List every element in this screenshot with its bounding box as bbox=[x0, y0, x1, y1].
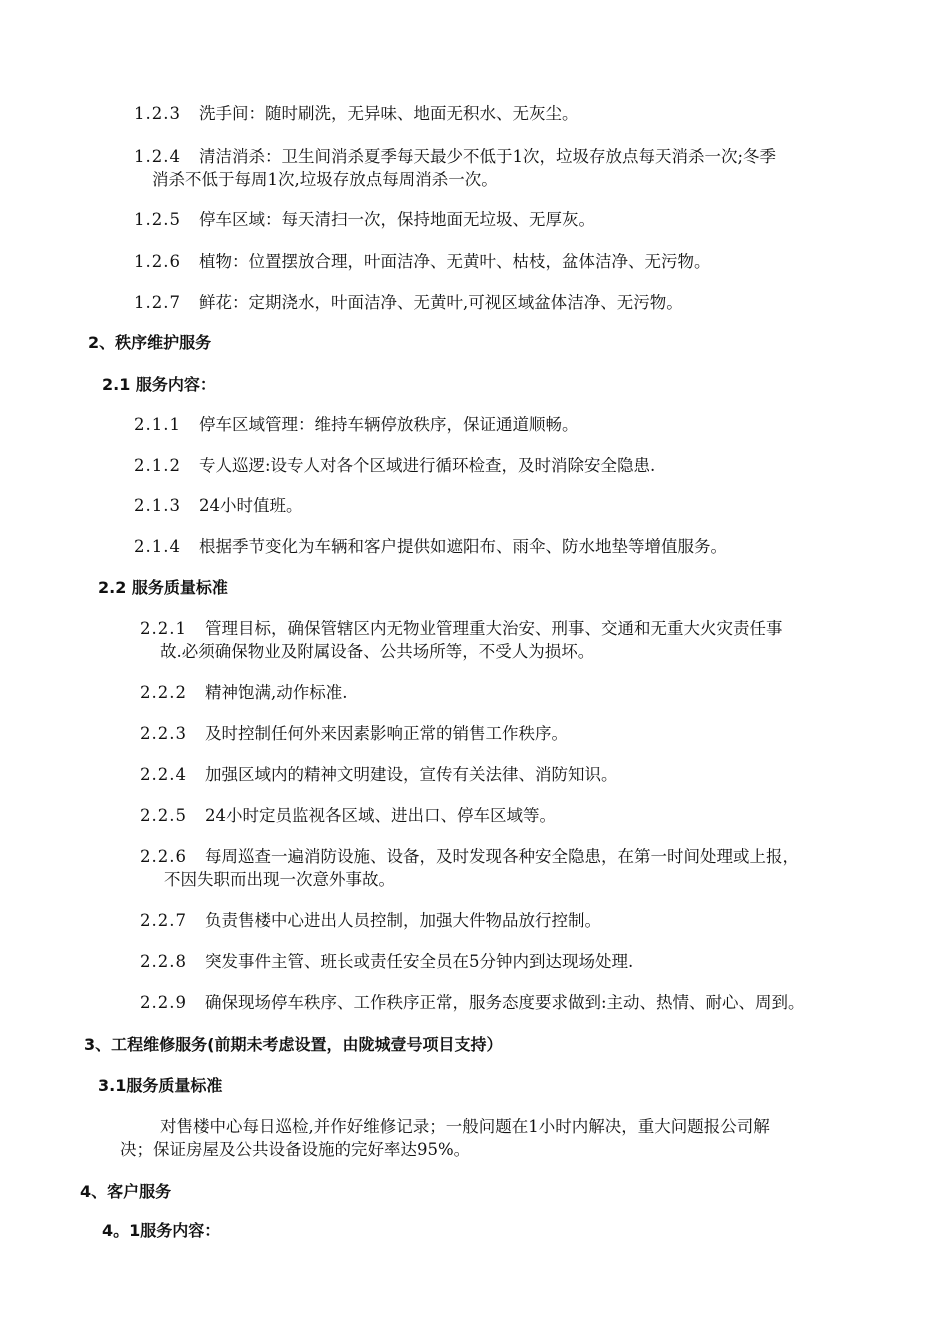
item-2-2-4: 2.2.4 加强区域内的精神文明建设，宣传有关法律、消防知识。 bbox=[140, 765, 618, 784]
section-2-heading: 2、秩序维护服务 bbox=[88, 333, 212, 352]
item-1-2-4-cont: 消杀不低于每周1次,垃圾存放点每周消杀一次。 bbox=[152, 170, 498, 189]
subsection-2-1-heading: 2.1 服务内容： bbox=[102, 375, 216, 394]
item-1-2-7: 1.2.7 鲜花：定期浇水，叶面洁净、无黄叶,可视区域盆体洁净、无污物。 bbox=[134, 293, 683, 312]
subsection-3-1-heading: 3.1服务质量标准 bbox=[98, 1076, 223, 1095]
section-3-paragraph: 对售楼中心每日巡检,并作好维修记录；一般问题在1小时内解决，重大问题报公司解 bbox=[160, 1117, 770, 1136]
item-1-2-6: 1.2.6 植物：位置摆放合理，叶面洁净、无黄叶、枯枝，盆体洁净、无污物。 bbox=[134, 252, 711, 271]
section-3-paragraph-cont: 决；保证房屋及公共设备设施的完好率达95%。 bbox=[120, 1140, 471, 1159]
item-2-1-1: 2.1.1 停车区域管理：维持车辆停放秩序，保证通道顺畅。 bbox=[134, 415, 579, 434]
item-2-1-3: 2.1.3 24小时值班。 bbox=[134, 496, 303, 515]
subsection-2-2-heading: 2.2 服务质量标准 bbox=[98, 578, 228, 597]
section-3-heading: 3、工程维修服务(前期未考虑设置，由陇城壹号项目支持） bbox=[84, 1035, 503, 1054]
item-2-2-6: 2.2.6 每周巡查一遍消防设施、设备，及时发现各种安全隐患，在第一时间处理或上报， bbox=[140, 847, 799, 866]
section-4-heading: 4、客户服务 bbox=[80, 1182, 172, 1201]
subsection-4-1-heading: 4。1服务内容： bbox=[102, 1221, 221, 1240]
item-1-2-3: 1.2.3 洗手间：随时刷洗，无异味、地面无积水、无灰尘。 bbox=[134, 104, 579, 123]
item-2-2-3: 2.2.3 及时控制任何外来因素影响正常的销售工作秩序。 bbox=[140, 724, 568, 743]
item-2-1-2: 2.1.2 专人巡逻:设专人对各个区域进行循环检查，及时消除安全隐患. bbox=[134, 456, 656, 475]
item-1-2-5: 1.2.5 停车区域：每天清扫一次，保持地面无垃圾、无厚灰。 bbox=[134, 210, 595, 229]
item-2-2-7: 2.2.7 负责售楼中心进出人员控制，加强大件物品放行控制。 bbox=[140, 911, 601, 930]
item-2-2-1: 2.2.1 管理目标，确保管辖区内无物业管理重大治安、刑事、交通和无重大火灾责任事 bbox=[140, 619, 783, 638]
item-2-1-4: 2.1.4 根据季节变化为车辆和客户提供如遮阳布、雨伞、防水地垫等增值服务。 bbox=[134, 537, 727, 556]
item-2-2-5: 2.2.5 24小时定员监视各区域、进出口、停车区域等。 bbox=[140, 806, 556, 825]
item-2-2-2: 2.2.2 精神饱满,动作标准. bbox=[140, 683, 348, 702]
item-2-2-8: 2.2.8 突发事件主管、班长或责任安全员在5分钟内到达现场处理. bbox=[140, 952, 634, 971]
item-2-2-9: 2.2.9 确保现场停车秩序、工作秩序正常，服务态度要求做到:主动、热情、耐心、周到。 bbox=[140, 993, 805, 1012]
item-1-2-4: 1.2.4 清洁消杀：卫生间消杀夏季每天最少不低于1次，垃圾存放点每天消杀一次;冬季 bbox=[134, 147, 777, 166]
item-2-2-1-cont: 故.必须确保物业及附属设备、公共场所等，不受人为损坏。 bbox=[160, 642, 595, 661]
item-2-2-6-cont: 不因失职而出现一次意外事故。 bbox=[164, 870, 395, 889]
